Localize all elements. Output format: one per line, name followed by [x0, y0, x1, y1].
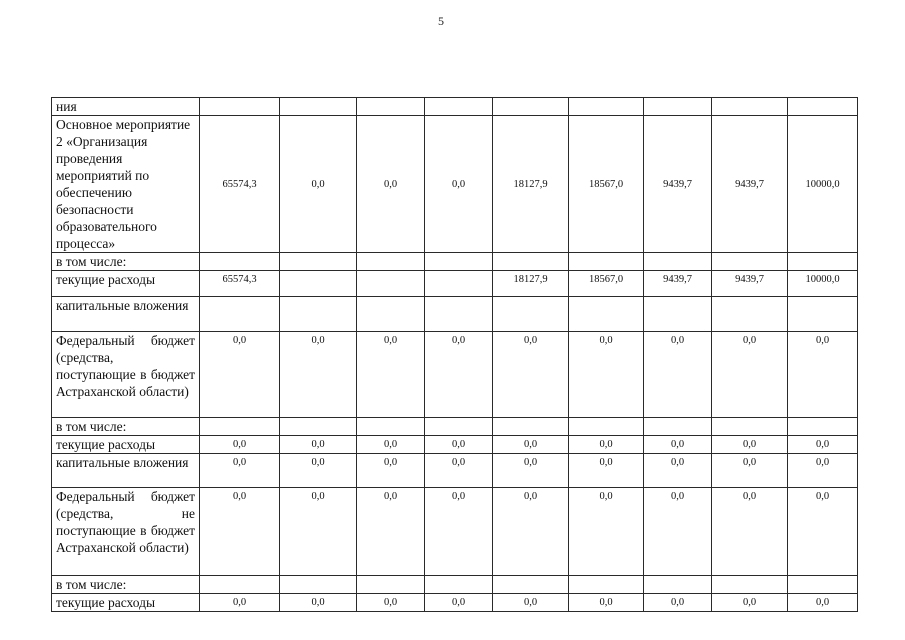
value-cell: 0,0: [493, 594, 569, 612]
row-label: ния: [52, 98, 200, 116]
value-cell: 0,0: [493, 454, 569, 488]
value-cell: 0,0: [644, 436, 712, 454]
value-cell: 0,0: [493, 332, 569, 418]
value-cell: 0,0: [357, 488, 425, 576]
value-cell: [788, 253, 858, 271]
value-cell: [644, 418, 712, 436]
row-label: текущие расходы: [52, 271, 200, 297]
value-cell: [493, 297, 569, 332]
value-cell: 0,0: [788, 488, 858, 576]
value-cell: [644, 98, 712, 116]
value-cell: [712, 98, 788, 116]
value-cell: [493, 418, 569, 436]
row-label: в том числе:: [52, 253, 200, 271]
value-cell: 0,0: [712, 488, 788, 576]
row-label: в том числе:: [52, 576, 200, 594]
value-cell: 0,0: [493, 488, 569, 576]
value-cell: [200, 98, 280, 116]
value-cell: [788, 297, 858, 332]
value-cell: [493, 98, 569, 116]
row-label: текущие расходы: [52, 436, 200, 454]
value-cell: [712, 297, 788, 332]
value-cell: [788, 98, 858, 116]
value-cell: 0,0: [569, 436, 644, 454]
value-cell: 0,0: [280, 116, 357, 253]
budget-table: [51, 97, 858, 612]
value-cell: [280, 418, 357, 436]
value-cell: 0,0: [357, 116, 425, 253]
table-row: [52, 418, 858, 436]
value-cell: 0,0: [425, 332, 493, 418]
value-cell: 0,0: [569, 488, 644, 576]
value-cell: 0,0: [280, 436, 357, 454]
row-label: в том числе:: [52, 418, 200, 436]
table-row: [52, 253, 858, 271]
value-cell: [280, 98, 357, 116]
value-cell: 0,0: [712, 594, 788, 612]
table-row: [52, 271, 858, 297]
value-cell: 0,0: [569, 594, 644, 612]
value-cell: [788, 576, 858, 594]
value-cell: [569, 98, 644, 116]
value-cell: [712, 576, 788, 594]
value-cell: [493, 253, 569, 271]
value-cell: 10000,0: [788, 116, 858, 253]
value-cell: 0,0: [569, 332, 644, 418]
value-cell: 18567,0: [569, 271, 644, 297]
value-cell: 65574,3: [200, 271, 280, 297]
value-cell: 0,0: [280, 594, 357, 612]
value-cell: [425, 418, 493, 436]
table-row: [52, 488, 858, 576]
value-cell: [425, 253, 493, 271]
value-cell: 0,0: [200, 594, 280, 612]
value-cell: 0,0: [280, 488, 357, 576]
value-cell: 9439,7: [712, 116, 788, 253]
value-cell: 0,0: [357, 332, 425, 418]
row-label: капитальные вложения: [52, 297, 200, 332]
table-row: [52, 332, 858, 418]
value-cell: [712, 418, 788, 436]
value-cell: 18127,9: [493, 116, 569, 253]
value-cell: [200, 576, 280, 594]
table-row: [52, 594, 858, 612]
value-cell: 0,0: [712, 454, 788, 488]
value-cell: 0,0: [200, 454, 280, 488]
value-cell: [357, 271, 425, 297]
value-cell: [357, 576, 425, 594]
value-cell: 0,0: [357, 436, 425, 454]
value-cell: 0,0: [712, 332, 788, 418]
value-cell: 10000,0: [788, 271, 858, 297]
value-cell: 0,0: [644, 332, 712, 418]
table-row: [52, 98, 858, 116]
value-cell: [200, 253, 280, 271]
value-cell: 0,0: [493, 436, 569, 454]
table-row: [52, 116, 858, 253]
value-cell: 9439,7: [712, 271, 788, 297]
value-cell: [357, 253, 425, 271]
value-cell: [425, 576, 493, 594]
value-cell: 0,0: [788, 594, 858, 612]
value-cell: [569, 576, 644, 594]
value-cell: 9439,7: [644, 271, 712, 297]
value-cell: [357, 98, 425, 116]
value-cell: 0,0: [200, 436, 280, 454]
table-row: [52, 297, 858, 332]
value-cell: [200, 418, 280, 436]
value-cell: 0,0: [357, 594, 425, 612]
value-cell: [569, 297, 644, 332]
value-cell: [280, 271, 357, 297]
value-cell: 18567,0: [569, 116, 644, 253]
row-label: Основное мероприятие 2 «Организация проведения мероприятий по обеспечению безопасности образовательного процесса»: [52, 116, 200, 253]
value-cell: 9439,7: [644, 116, 712, 253]
value-cell: [644, 576, 712, 594]
value-cell: [425, 271, 493, 297]
value-cell: 0,0: [280, 454, 357, 488]
value-cell: [280, 576, 357, 594]
value-cell: 0,0: [280, 332, 357, 418]
value-cell: 0,0: [425, 436, 493, 454]
value-cell: [200, 297, 280, 332]
table-row: [52, 576, 858, 594]
value-cell: 0,0: [644, 594, 712, 612]
value-cell: 0,0: [425, 454, 493, 488]
value-cell: [357, 418, 425, 436]
value-cell: [788, 418, 858, 436]
value-cell: 0,0: [200, 332, 280, 418]
row-label: текущие расходы: [52, 594, 200, 612]
value-cell: 0,0: [425, 116, 493, 253]
value-cell: 0,0: [788, 454, 858, 488]
value-cell: 0,0: [569, 454, 644, 488]
value-cell: 0,0: [788, 436, 858, 454]
value-cell: 0,0: [712, 436, 788, 454]
value-cell: 65574,3: [200, 116, 280, 253]
row-label: Федеральный бюджет (средства, не поступающие в бюджет Астраханской области): [52, 488, 200, 576]
value-cell: 0,0: [200, 488, 280, 576]
table-row: [52, 436, 858, 454]
page-number: 5: [438, 14, 444, 28]
value-cell: [280, 297, 357, 332]
value-cell: [357, 297, 425, 332]
value-cell: [712, 253, 788, 271]
row-label: капитальные вложения: [52, 454, 200, 488]
value-cell: [425, 297, 493, 332]
value-cell: 0,0: [788, 332, 858, 418]
value-cell: 0,0: [425, 594, 493, 612]
value-cell: [493, 576, 569, 594]
value-cell: [644, 297, 712, 332]
value-cell: 18127,9: [493, 271, 569, 297]
value-cell: [569, 418, 644, 436]
value-cell: 0,0: [425, 488, 493, 576]
value-cell: 0,0: [357, 454, 425, 488]
table-row: [52, 454, 858, 488]
row-label: Федеральный бюджет (средства, поступающие в бюджет Астраханской области): [52, 332, 200, 418]
value-cell: 0,0: [644, 488, 712, 576]
value-cell: 0,0: [644, 454, 712, 488]
value-cell: [280, 253, 357, 271]
value-cell: [569, 253, 644, 271]
value-cell: [425, 98, 493, 116]
value-cell: [644, 253, 712, 271]
